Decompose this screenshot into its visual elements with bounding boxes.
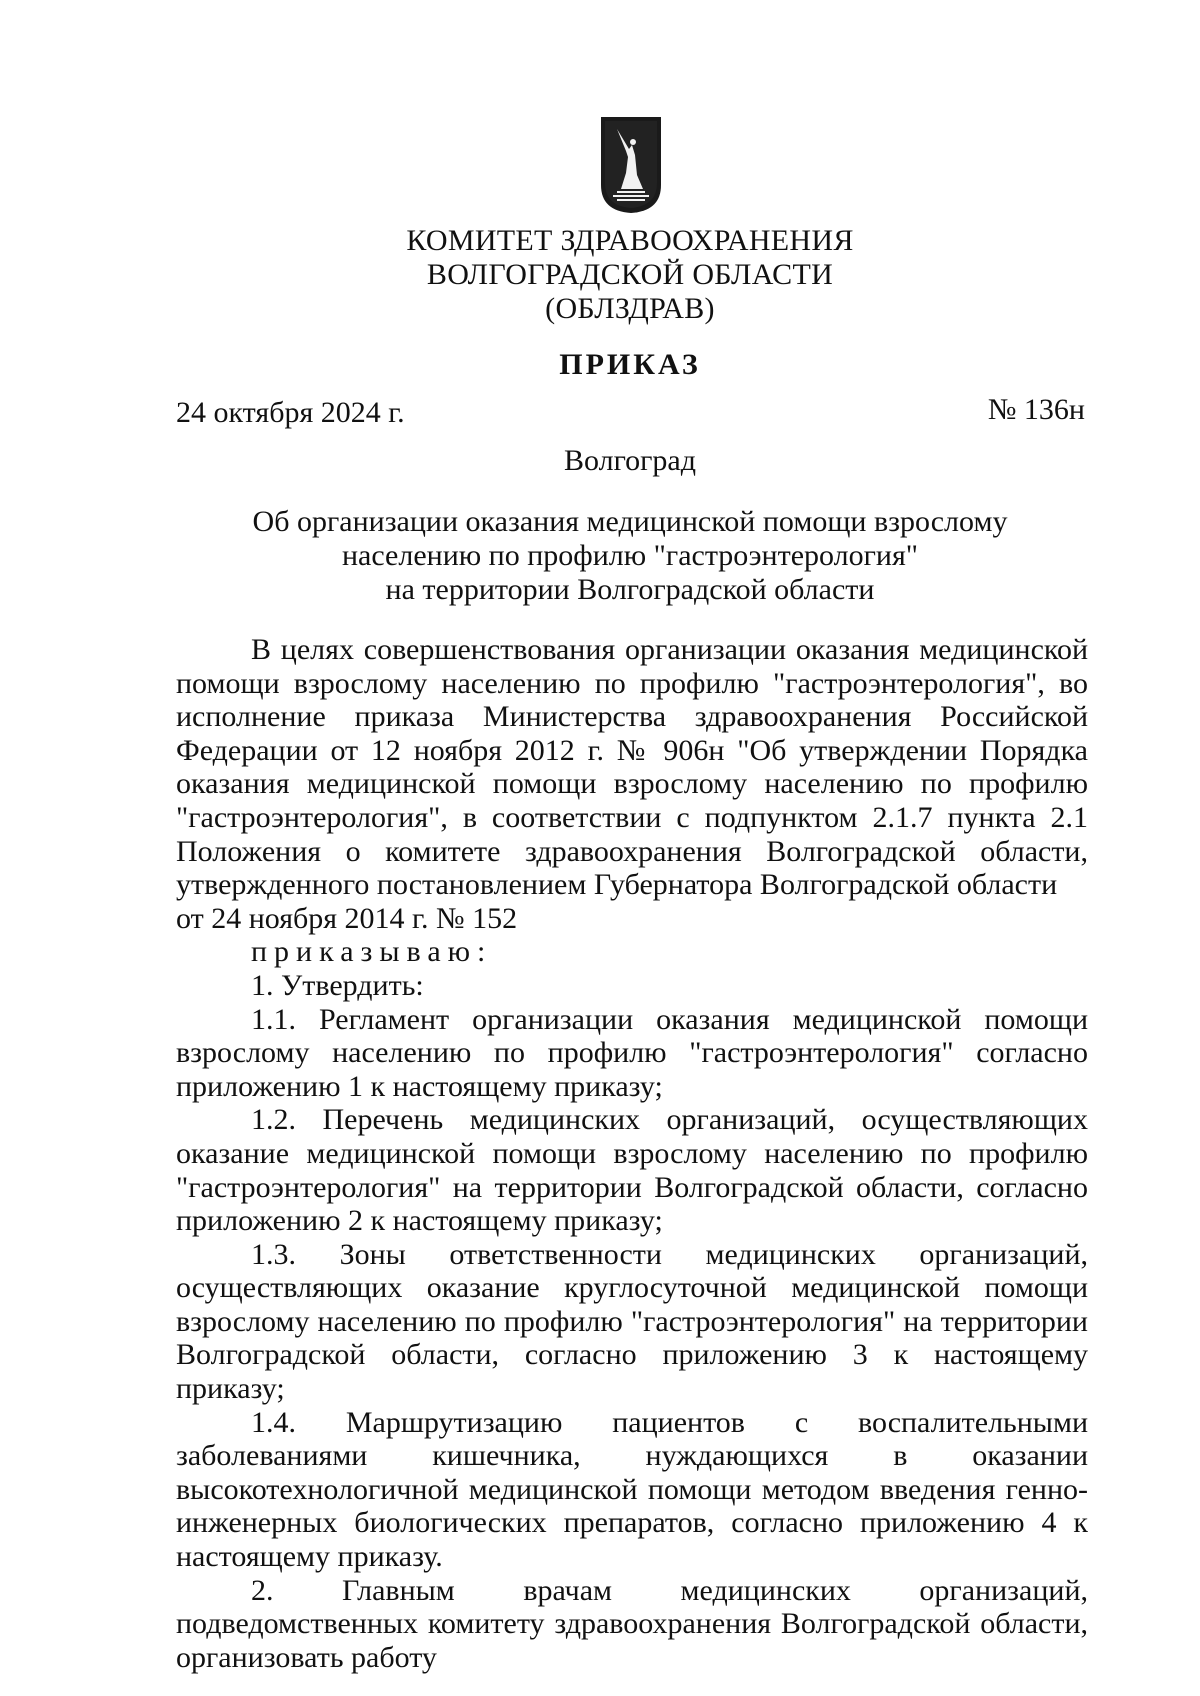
preamble-last-line: от 24 ноября 2014 г. № 152 xyxy=(176,901,518,935)
organization-name xyxy=(300,224,960,326)
preamble-paragraph: В целях совершенствования организации оказания медицинской помощи взрослому населению по профилю "гастроэнтерология", во исполнение приказа Министерства здравоохранения Российской Федерации от 12 ноября 2012 г. № 906н "Об утверждении Порядка оказания медицинской помощи взрослому населению по профилю "гастроэнтерология", в соответствии с подпунктом 2.1.7 пункта 2.1 Положения о комитете здравоохранения Волгоградской области, утвержденного постановлением Губернатора Волгоградской области xyxy=(176,633,1088,902)
order-number: № 136н xyxy=(987,393,1085,426)
org-line-2: ВОЛГОГРАДСКОЙ ОБЛАСТИ xyxy=(426,258,834,291)
subject-line-2: населению по профилю "гастроэнтерология" xyxy=(341,539,919,572)
org-line-3: (ОБЛЗДРАВ) xyxy=(545,292,715,325)
document-type-title: ПРИКАЗ xyxy=(559,348,701,381)
order-date: 24 октября 2024 г. xyxy=(176,396,405,429)
order-subject xyxy=(240,505,1020,607)
item-1-3: 1.3. Зоны ответственности медицинских организаций, осуществляющих оказание круглосуточной медицинской помощи взрослому населению по профилю "гастроэнтерология" на территории Волгоградской области, согласно приложению 3 к настоящему приказу; xyxy=(176,1237,1088,1406)
item-1: 1. Утвердить: xyxy=(251,968,424,1002)
item-1-2: 1.2. Перечень медицинских организаций, осуществляющих оказание медицинской помощи взрослому населению по профилю "гастроэнтерология" на территории Волгоградской области, согласно приложению 2 к настоящему приказу; xyxy=(176,1103,1088,1238)
item-1-1: 1.1. Регламент организации оказания медицинской помощи взрослому населению по профилю "гастроэнтерология" согласно приложению 1 к настоящему приказу; xyxy=(176,1002,1088,1103)
order-word: приказываю: xyxy=(251,935,493,969)
order-body xyxy=(176,633,1088,1674)
item-2: 2. Главным врачам медицинских организаций, подведомственных комитету здравоохранения Волгоградской области, организовать работу xyxy=(176,1573,1088,1674)
org-line-1: КОМИТЕТ ЗДРАВООХРАНЕНИЯ xyxy=(406,224,854,257)
city-name: Волгоград xyxy=(563,444,697,477)
subject-line-3: на территории Волгоградской области xyxy=(385,573,875,606)
subject-line-1: Об организации оказания медицинской помощи взрослому xyxy=(252,505,1008,538)
coat-of-arms-emblem xyxy=(599,115,663,215)
item-1-4: 1.4. Маршрутизацию пациентов с воспалительными заболеваниями кишечника, нуждающихся в оказании высокотехнологичной медицинской помощи методом введения генно-инженерных биологических препаратов, согласно приложению 4 к настоящему приказу. xyxy=(176,1405,1088,1574)
